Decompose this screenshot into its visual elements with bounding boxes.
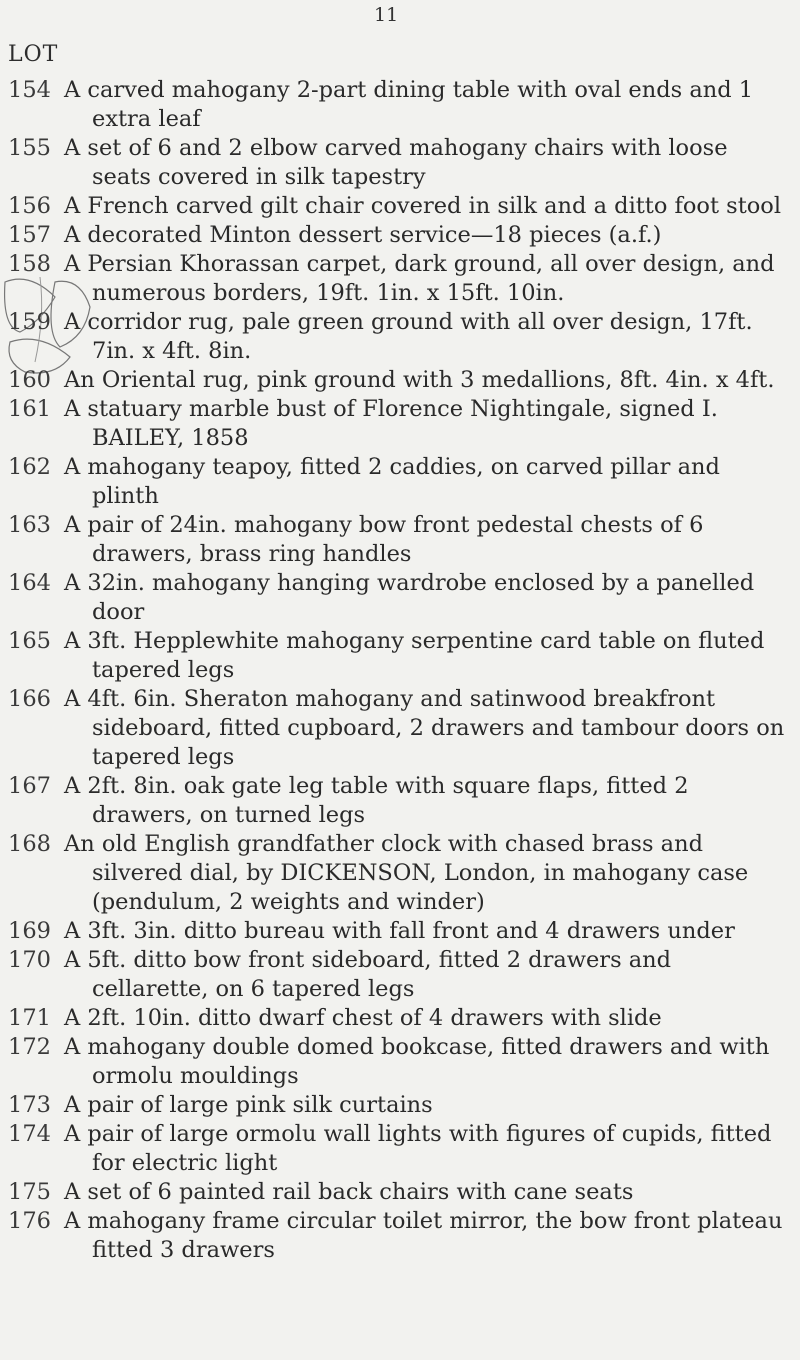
lot-entry — [0, 1120, 800, 1178]
lot-description: A corridor rug, pale green ground with all over design, 17ft. 7in. x 4ft. 8in. — [64, 309, 753, 364]
lot-entry — [0, 627, 800, 685]
lot-description: A mahogany teapoy, fitted 2 caddies, on carved pillar and plinth — [64, 454, 720, 509]
lot-number: 154 — [8, 77, 51, 103]
lot-number: 163 — [8, 512, 51, 538]
lot-number: 170 — [8, 947, 51, 973]
lot-description: A 3ft. 3in. ditto bureau with fall front and 4 drawers under — [64, 918, 735, 944]
lot-number: 173 — [8, 1092, 51, 1118]
lot-entry — [0, 1004, 800, 1033]
lot-description: A Persian Khorassan carpet, dark ground, all over design, and numerous borders, 19ft. 1in. x 15ft. 10in. — [64, 251, 775, 306]
lot-entry — [0, 1207, 800, 1265]
lot-entry — [0, 250, 800, 308]
lot-number: 158 — [8, 251, 51, 277]
lot-entry — [0, 946, 800, 1004]
lot-number: 155 — [8, 135, 51, 161]
lot-number: 164 — [8, 570, 51, 596]
lot-description: A 4ft. 6in. Sheraton mahogany and satinwood breakfront sideboard, fitted cupboard, 2 drawers and tambour doors on tapered legs — [64, 686, 785, 770]
lot-description: A decorated Minton dessert service—18 pieces (a.f.) — [64, 222, 662, 248]
lot-description: A French carved gilt chair covered in silk and a ditto foot stool — [64, 193, 782, 219]
lot-description: A pair of large pink silk curtains — [64, 1092, 433, 1118]
lot-description: A statuary marble bust of Florence Nightingale, signed I. BAILEY, 1858 — [64, 396, 718, 451]
lot-number: 171 — [8, 1005, 51, 1031]
lot-entry — [0, 917, 800, 946]
lot-description: A 3ft. Hepplewhite mahogany serpentine card table on fluted tapered legs — [64, 628, 765, 683]
lot-entry — [0, 685, 800, 772]
lot-number: 174 — [8, 1121, 51, 1147]
lot-entry — [0, 511, 800, 569]
lot-column-header: LOT — [8, 42, 59, 67]
lot-description: A 2ft. 10in. ditto dwarf chest of 4 drawers with slide — [64, 1005, 662, 1031]
lot-entry — [0, 1178, 800, 1207]
lot-description: A mahogany double domed bookcase, fitted drawers and with ormolu mouldings — [64, 1034, 770, 1089]
lot-entry — [0, 569, 800, 627]
lot-number: 169 — [8, 918, 51, 944]
lot-list — [0, 76, 800, 1265]
lot-entry — [0, 1033, 800, 1091]
lot-number: 160 — [8, 367, 51, 393]
lot-number: 176 — [8, 1208, 51, 1234]
lot-entry — [0, 221, 800, 250]
lot-number: 157 — [8, 222, 51, 248]
lot-number: 172 — [8, 1034, 51, 1060]
lot-description: A 2ft. 8in. oak gate leg table with square flaps, fitted 2 drawers, on turned legs — [64, 773, 689, 828]
lot-description: A pair of 24in. mahogany bow front pedestal chests of 6 drawers, brass ring handles — [64, 512, 704, 567]
lot-entry — [0, 308, 800, 366]
lot-description: A 32in. mahogany hanging wardrobe enclosed by a panelled door — [64, 570, 755, 625]
lot-description: An Oriental rug, pink ground with 3 medallions, 8ft. 4in. x 4ft. — [64, 367, 775, 393]
lot-entry — [0, 772, 800, 830]
lot-entry — [0, 453, 800, 511]
lot-description: A set of 6 painted rail back chairs with cane seats — [64, 1179, 634, 1205]
lot-number: 159 — [8, 309, 51, 335]
lot-entry — [0, 1091, 800, 1120]
lot-number: 166 — [8, 686, 51, 712]
lot-number: 156 — [8, 193, 51, 219]
lot-entry — [0, 830, 800, 917]
lot-number: 162 — [8, 454, 51, 480]
lot-description: An old English grandfather clock with chased brass and silvered dial, by DICKENSON, London, in mahogany case (pendulum, 2 weights and winder) — [64, 831, 749, 915]
page-number: 11 — [374, 4, 399, 26]
lot-description: A carved mahogany 2-part dining table with oval ends and 1 extra leaf — [64, 77, 754, 132]
lot-description: A pair of large ormolu wall lights with figures of cupids, fitted for electric light — [64, 1121, 772, 1176]
lot-number: 167 — [8, 773, 51, 799]
lot-description: A mahogany frame circular toilet mirror, the bow front plateau fitted 3 drawers — [64, 1208, 783, 1263]
lot-number: 168 — [8, 831, 51, 857]
lot-entry — [0, 76, 800, 134]
lot-description: A 5ft. ditto bow front sideboard, fitted 2 drawers and cellarette, on 6 tapered legs — [64, 947, 672, 1002]
lot-number: 165 — [8, 628, 51, 654]
lot-entry — [0, 395, 800, 453]
lot-entry — [0, 192, 800, 221]
lot-entry — [0, 134, 800, 192]
lot-description: A set of 6 and 2 elbow carved mahogany chairs with loose seats covered in silk tapestry — [64, 135, 728, 190]
lot-number: 175 — [8, 1179, 51, 1205]
lot-number: 161 — [8, 396, 51, 422]
lot-entry — [0, 366, 800, 395]
